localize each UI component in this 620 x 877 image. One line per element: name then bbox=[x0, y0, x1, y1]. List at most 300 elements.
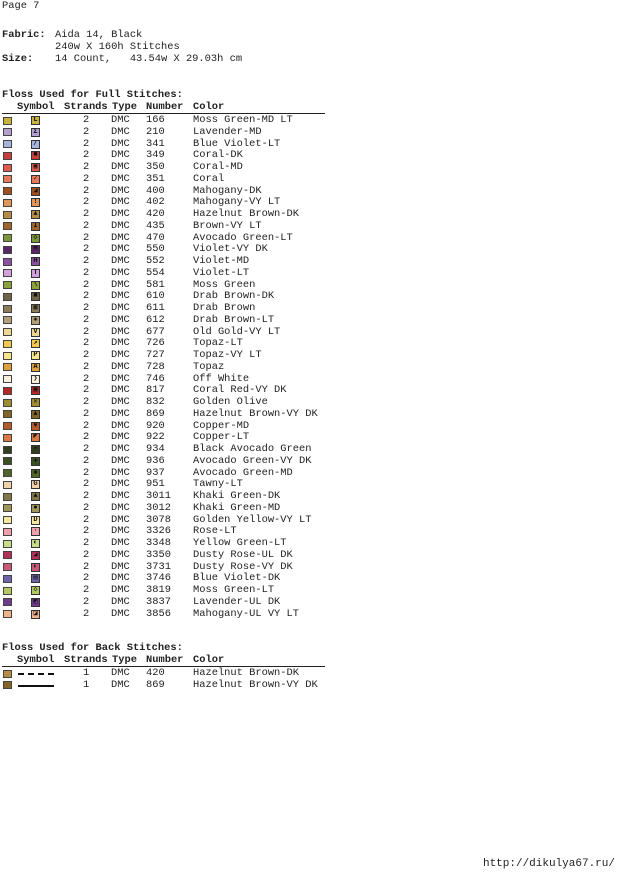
strands-value: 2 bbox=[83, 407, 90, 420]
color-name: Blue Violet-LT bbox=[193, 137, 281, 150]
number-value: 3856 bbox=[146, 607, 171, 620]
color-swatch bbox=[3, 446, 12, 454]
number-value: 470 bbox=[146, 231, 165, 244]
back-table-header bbox=[0, 654, 330, 666]
stitch-symbol: ◩ bbox=[31, 598, 40, 607]
color-name: Copper-MD bbox=[193, 419, 250, 432]
color-name: Topaz-VY LT bbox=[193, 349, 262, 361]
number-value: 3348 bbox=[146, 537, 171, 549]
stitch-symbol: / bbox=[31, 140, 40, 149]
strands-value: 2 bbox=[83, 454, 90, 467]
line-style-symbol bbox=[18, 673, 54, 675]
floss-row bbox=[0, 503, 330, 515]
strands-value: 2 bbox=[83, 537, 90, 549]
stitch-symbol: ❯ bbox=[31, 375, 40, 384]
number-value: 420 bbox=[146, 667, 165, 679]
color-swatch bbox=[3, 140, 12, 148]
number-value: 3819 bbox=[146, 584, 171, 596]
color-name: Mahogany-VY LT bbox=[193, 196, 281, 209]
stitch-symbol: ✕ bbox=[31, 398, 40, 407]
floss-row bbox=[0, 597, 330, 609]
stitch-symbol: ■ bbox=[31, 151, 40, 160]
color-swatch bbox=[3, 598, 12, 606]
full-stitches-table bbox=[0, 101, 330, 620]
color-name: Drab Brown-DK bbox=[193, 290, 275, 303]
stitch-symbol: ◪ bbox=[31, 610, 40, 619]
type-value: DMC bbox=[111, 349, 130, 361]
floss-row bbox=[0, 221, 330, 233]
stitch-symbol: ▦ bbox=[31, 304, 40, 313]
number-value: 349 bbox=[146, 149, 165, 162]
strands-value: 2 bbox=[83, 196, 90, 209]
stitch-symbol: ◇ bbox=[31, 234, 40, 243]
stitch-symbol: G bbox=[31, 480, 40, 489]
full-rows bbox=[0, 115, 330, 620]
header-strands: Strands bbox=[64, 654, 108, 666]
color-swatch bbox=[3, 175, 12, 183]
strands-value: 2 bbox=[83, 548, 90, 561]
color-swatch bbox=[3, 481, 12, 489]
number-value: 937 bbox=[146, 466, 165, 479]
number-value: 934 bbox=[146, 443, 165, 455]
floss-row bbox=[0, 456, 330, 468]
color-swatch bbox=[3, 610, 12, 618]
floss-row bbox=[0, 444, 330, 456]
back-rows bbox=[0, 668, 330, 692]
number-value: 869 bbox=[146, 407, 165, 420]
color-name: Khaki Green-DK bbox=[193, 490, 281, 502]
color-name: Khaki Green-MD bbox=[193, 501, 281, 514]
floss-row bbox=[0, 127, 330, 139]
color-name: Violet-LT bbox=[193, 266, 250, 279]
type-value: DMC bbox=[111, 219, 130, 232]
header-symbol: Symbol bbox=[17, 654, 55, 666]
type-value: DMC bbox=[111, 372, 130, 385]
full-table-header bbox=[0, 101, 330, 113]
color-name: Blue Violet-DK bbox=[193, 572, 281, 585]
number-value: 402 bbox=[146, 196, 165, 209]
stitch-symbol: ▲ bbox=[31, 492, 40, 501]
strands-value: 2 bbox=[83, 595, 90, 608]
number-value: 869 bbox=[146, 678, 165, 691]
strands-value: 2 bbox=[83, 490, 90, 502]
color-name: Black Avocado Green bbox=[193, 443, 312, 455]
strands-value: 2 bbox=[83, 125, 90, 138]
header-type: Type bbox=[112, 654, 137, 666]
type-value: DMC bbox=[111, 137, 130, 150]
color-name: Dusty Rose-VY DK bbox=[193, 560, 293, 573]
number-value: 3731 bbox=[146, 560, 171, 573]
color-swatch bbox=[3, 504, 12, 512]
stitch-symbol: A bbox=[31, 363, 40, 372]
color-swatch bbox=[3, 340, 12, 348]
floss-row bbox=[0, 162, 330, 174]
strands-value: 2 bbox=[83, 325, 90, 338]
type-value: DMC bbox=[111, 572, 130, 585]
strands-value: 2 bbox=[83, 149, 90, 162]
floss-row bbox=[0, 350, 330, 362]
size-label: Size: bbox=[2, 53, 34, 65]
number-value: 922 bbox=[146, 431, 165, 444]
type-value: DMC bbox=[111, 161, 130, 173]
floss-row bbox=[0, 256, 330, 268]
type-value: DMC bbox=[111, 172, 130, 185]
type-value: DMC bbox=[111, 678, 130, 691]
number-value: 210 bbox=[146, 125, 165, 138]
strands-value: 2 bbox=[83, 360, 90, 373]
header-strands: Strands bbox=[64, 101, 108, 113]
number-value: 3011 bbox=[146, 490, 171, 502]
floss-row bbox=[0, 291, 330, 303]
strands-value: 2 bbox=[83, 137, 90, 150]
color-swatch bbox=[3, 387, 12, 395]
number-value: 610 bbox=[146, 290, 165, 303]
strands-value: 2 bbox=[83, 478, 90, 491]
floss-row bbox=[0, 338, 330, 350]
stitch-symbol: \ bbox=[31, 281, 40, 290]
type-value: DMC bbox=[111, 419, 130, 432]
strands-value: 2 bbox=[83, 349, 90, 361]
strands-value: 2 bbox=[83, 501, 90, 514]
type-value: DMC bbox=[111, 313, 130, 326]
number-value: 612 bbox=[146, 313, 165, 326]
type-value: DMC bbox=[111, 114, 130, 126]
strands-value: 2 bbox=[83, 172, 90, 185]
strands-value: 2 bbox=[83, 384, 90, 397]
strands-value: 2 bbox=[83, 161, 90, 173]
type-value: DMC bbox=[111, 125, 130, 138]
color-swatch bbox=[3, 375, 12, 383]
strands-value: 2 bbox=[83, 243, 90, 256]
stitch-symbol: ✱ bbox=[31, 469, 40, 478]
header-color: Color bbox=[193, 654, 225, 666]
header-symbol: Symbol bbox=[17, 101, 55, 113]
color-name: Violet-MD bbox=[193, 255, 250, 267]
number-value: 550 bbox=[146, 243, 165, 256]
color-name: Hazelnut Brown-DK bbox=[193, 208, 300, 220]
stitch-symbol: ▲ bbox=[31, 210, 40, 219]
color-name: Mahogany-DK bbox=[193, 184, 262, 197]
stitch-symbol: ✚ bbox=[31, 457, 40, 466]
strands-value: 2 bbox=[83, 278, 90, 291]
number-value: 817 bbox=[146, 384, 165, 397]
type-value: DMC bbox=[111, 407, 130, 420]
stitch-symbol: H bbox=[31, 257, 40, 266]
stitch-symbol: ▣ bbox=[31, 163, 40, 172]
strands-value: 2 bbox=[83, 337, 90, 350]
color-swatch bbox=[3, 587, 12, 595]
type-value: DMC bbox=[111, 431, 130, 444]
type-value: DMC bbox=[111, 667, 130, 679]
footer-url[interactable]: http://dikulya67.ru/ bbox=[482, 858, 615, 870]
color-swatch bbox=[3, 164, 12, 172]
stitch-symbol: ▣ bbox=[31, 386, 40, 395]
page-number: Page 7 bbox=[2, 0, 40, 12]
type-value: DMC bbox=[111, 290, 130, 303]
color-name: Coral Red-VY DK bbox=[193, 384, 287, 397]
number-value: 341 bbox=[146, 137, 165, 150]
stitch-symbol: ! bbox=[31, 198, 40, 207]
floss-row bbox=[0, 538, 330, 550]
stitch-symbol: I bbox=[31, 222, 40, 231]
strands-value: 2 bbox=[83, 466, 90, 479]
stitch-symbol: ◐ bbox=[31, 563, 40, 572]
number-value: 350 bbox=[146, 161, 165, 173]
type-value: DMC bbox=[111, 255, 130, 267]
color-swatch bbox=[3, 410, 12, 418]
floss-row bbox=[0, 115, 330, 127]
stitch-symbol: ↗ bbox=[31, 339, 40, 348]
strands-value: 2 bbox=[83, 525, 90, 538]
color-swatch bbox=[3, 199, 12, 207]
strands-value: 2 bbox=[83, 513, 90, 526]
color-swatch bbox=[3, 281, 12, 289]
color-swatch bbox=[3, 540, 12, 548]
stitch-symbol: ✓ bbox=[31, 175, 40, 184]
color-name: Golden Olive bbox=[193, 396, 268, 408]
color-name: Old Gold-VY LT bbox=[193, 325, 281, 338]
strands-value: 2 bbox=[83, 419, 90, 432]
floss-row bbox=[0, 550, 330, 562]
strands-value: 2 bbox=[83, 443, 90, 455]
floss-row bbox=[0, 209, 330, 221]
color-swatch bbox=[3, 269, 12, 277]
type-value: DMC bbox=[111, 325, 130, 338]
color-swatch bbox=[3, 469, 12, 477]
color-name: Topaz-LT bbox=[193, 337, 243, 350]
floss-row bbox=[0, 397, 330, 409]
stitch-symbol: ♥ bbox=[31, 422, 40, 431]
type-value: DMC bbox=[111, 537, 130, 549]
stitch-symbol: ◤ bbox=[31, 433, 40, 442]
number-value: 727 bbox=[146, 349, 165, 361]
color-swatch bbox=[3, 422, 12, 430]
strands-value: 2 bbox=[83, 231, 90, 244]
floss-row bbox=[0, 303, 330, 315]
color-swatch bbox=[3, 516, 12, 524]
color-swatch bbox=[3, 434, 12, 442]
stitch-symbol: ◇ bbox=[31, 586, 40, 595]
line-style-symbol bbox=[18, 685, 54, 687]
color-swatch bbox=[3, 575, 12, 583]
strands-value: 2 bbox=[83, 431, 90, 444]
color-swatch bbox=[3, 258, 12, 266]
color-name: Rose-LT bbox=[193, 525, 237, 538]
floss-row bbox=[0, 585, 330, 597]
number-value: 728 bbox=[146, 360, 165, 373]
type-value: DMC bbox=[111, 466, 130, 479]
back-stitches-table bbox=[0, 654, 330, 692]
floss-row bbox=[0, 174, 330, 186]
color-swatch bbox=[3, 222, 12, 230]
number-value: 936 bbox=[146, 454, 165, 467]
color-swatch bbox=[3, 117, 12, 125]
type-value: DMC bbox=[111, 525, 130, 538]
fabric-label: Fabric: bbox=[2, 29, 46, 41]
size-value: 14 Count, 43.54w X 29.03h cm bbox=[55, 53, 243, 65]
color-name: Moss Green-MD LT bbox=[193, 114, 293, 126]
strands-value: 2 bbox=[83, 219, 90, 232]
number-value: 3078 bbox=[146, 513, 171, 526]
color-name: Drab Brown bbox=[193, 302, 256, 314]
type-value: DMC bbox=[111, 184, 130, 197]
color-swatch bbox=[3, 293, 12, 301]
fabric-value: Aida 14, Black bbox=[55, 29, 143, 41]
strands-value: 2 bbox=[83, 266, 90, 279]
floss-row bbox=[0, 385, 330, 397]
strands-value: 2 bbox=[83, 560, 90, 573]
type-value: DMC bbox=[111, 266, 130, 279]
backstitch-row bbox=[0, 668, 330, 680]
color-name: Topaz bbox=[193, 360, 225, 373]
color-name: Coral-MD bbox=[193, 161, 243, 173]
header-color: Color bbox=[193, 101, 225, 113]
type-value: DMC bbox=[111, 243, 130, 256]
color-name: Lavender-UL DK bbox=[193, 595, 281, 608]
color-swatch bbox=[3, 363, 12, 371]
floss-row bbox=[0, 327, 330, 339]
strands-value: 2 bbox=[83, 584, 90, 596]
type-value: DMC bbox=[111, 560, 130, 573]
full-stitches-title: Floss Used for Full Stitches: bbox=[2, 89, 183, 101]
strands-value: 2 bbox=[83, 313, 90, 326]
number-value: 3350 bbox=[146, 548, 171, 561]
type-value: DMC bbox=[111, 490, 130, 502]
number-value: 3326 bbox=[146, 525, 171, 538]
floss-row bbox=[0, 233, 330, 245]
floss-row bbox=[0, 150, 330, 162]
color-swatch bbox=[3, 234, 12, 242]
color-name: Violet-VY DK bbox=[193, 243, 268, 256]
stitch-symbol: P bbox=[31, 351, 40, 360]
stitch-symbol: ● bbox=[31, 504, 40, 513]
color-name: Copper-LT bbox=[193, 431, 250, 444]
number-value: 746 bbox=[146, 372, 165, 385]
color-swatch bbox=[3, 316, 12, 324]
floss-row bbox=[0, 609, 330, 621]
type-value: DMC bbox=[111, 478, 130, 491]
type-value: DMC bbox=[111, 501, 130, 514]
type-value: DMC bbox=[111, 208, 130, 220]
type-value: DMC bbox=[111, 337, 130, 350]
number-value: 435 bbox=[146, 219, 165, 232]
strands-value: 2 bbox=[83, 607, 90, 620]
strands-value: 2 bbox=[83, 396, 90, 408]
type-value: DMC bbox=[111, 513, 130, 526]
floss-row bbox=[0, 186, 330, 198]
color-swatch bbox=[3, 681, 12, 689]
stitch-symbol: ▪ bbox=[31, 445, 40, 454]
strands-value: 2 bbox=[83, 290, 90, 303]
color-swatch bbox=[3, 399, 12, 407]
color-swatch bbox=[3, 305, 12, 313]
floss-row bbox=[0, 244, 330, 256]
type-value: DMC bbox=[111, 196, 130, 209]
color-name: Tawny-LT bbox=[193, 478, 243, 491]
color-swatch bbox=[3, 328, 12, 336]
floss-row bbox=[0, 315, 330, 327]
type-value: DMC bbox=[111, 454, 130, 467]
color-name: Dusty Rose-UL DK bbox=[193, 548, 293, 561]
type-value: DMC bbox=[111, 384, 130, 397]
floss-row bbox=[0, 468, 330, 480]
type-value: DMC bbox=[111, 607, 130, 620]
stitch-count: 240w X 160h Stitches bbox=[55, 41, 180, 53]
number-value: 3746 bbox=[146, 572, 171, 585]
stitch-symbol: ▤ bbox=[31, 574, 40, 583]
number-value: 611 bbox=[146, 302, 165, 314]
type-value: DMC bbox=[111, 595, 130, 608]
color-name: Off White bbox=[193, 372, 250, 385]
color-swatch bbox=[3, 352, 12, 360]
stitch-symbol: ◈ bbox=[31, 316, 40, 325]
color-swatch bbox=[3, 187, 12, 195]
number-value: 832 bbox=[146, 396, 165, 408]
color-swatch bbox=[3, 493, 12, 501]
number-value: 581 bbox=[146, 278, 165, 291]
strands-value: 2 bbox=[83, 114, 90, 126]
header-number: Number bbox=[146, 654, 184, 666]
stitch-symbol: Σ bbox=[31, 128, 40, 137]
color-name: Coral-DK bbox=[193, 149, 243, 162]
strands-value: 2 bbox=[83, 372, 90, 385]
color-swatch bbox=[3, 670, 12, 678]
number-value: 951 bbox=[146, 478, 165, 491]
type-value: DMC bbox=[111, 149, 130, 162]
color-swatch bbox=[3, 551, 12, 559]
number-value: 3837 bbox=[146, 595, 171, 608]
floss-row bbox=[0, 362, 330, 374]
color-swatch bbox=[3, 457, 12, 465]
type-value: DMC bbox=[111, 302, 130, 314]
back-stitches-title: Floss Used for Back Stitches: bbox=[2, 642, 183, 654]
color-name: Hazelnut Brown-VY DK bbox=[193, 407, 318, 420]
color-name: Lavender-MD bbox=[193, 125, 262, 138]
header-number: Number bbox=[146, 101, 184, 113]
floss-row bbox=[0, 409, 330, 421]
stitch-symbol: ■ bbox=[31, 292, 40, 301]
number-value: 166 bbox=[146, 114, 165, 126]
color-name: Avocado Green-MD bbox=[193, 466, 293, 479]
header-type: Type bbox=[112, 101, 137, 113]
stitch-symbol: D bbox=[31, 516, 40, 525]
stitch-symbol: M bbox=[31, 245, 40, 254]
stitch-symbol: ◢ bbox=[31, 187, 40, 196]
floss-row bbox=[0, 268, 330, 280]
strands-value: 1 bbox=[83, 678, 90, 691]
color-name: Brown-VY LT bbox=[193, 219, 262, 232]
color-name: Avocado Green-VY DK bbox=[193, 454, 312, 467]
number-value: 3012 bbox=[146, 501, 171, 514]
floss-row bbox=[0, 280, 330, 292]
color-swatch bbox=[3, 128, 12, 136]
stitch-symbol: L bbox=[31, 116, 40, 125]
number-value: 920 bbox=[146, 419, 165, 432]
stitch-symbol: V bbox=[31, 328, 40, 337]
color-name: Mahogany-UL VY LT bbox=[193, 607, 300, 620]
color-swatch bbox=[3, 246, 12, 254]
number-value: 420 bbox=[146, 208, 165, 220]
color-name: Hazelnut Brown-VY DK bbox=[193, 678, 318, 691]
stitch-symbol: ▲ bbox=[31, 410, 40, 419]
color-name: Moss Green-LT bbox=[193, 584, 275, 596]
type-value: DMC bbox=[111, 396, 130, 408]
type-value: DMC bbox=[111, 278, 130, 291]
stitch-symbol: ◢ bbox=[31, 551, 40, 560]
type-value: DMC bbox=[111, 360, 130, 373]
color-name: Yellow Green-LT bbox=[193, 537, 287, 549]
color-swatch bbox=[3, 211, 12, 219]
